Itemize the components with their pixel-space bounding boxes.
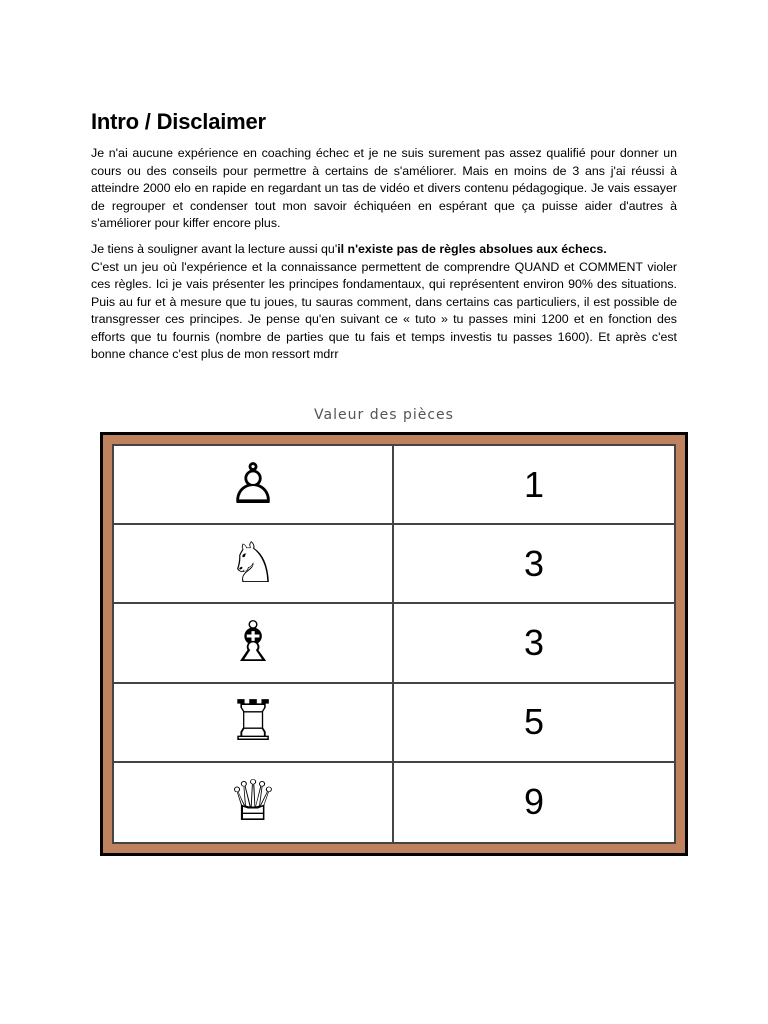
- bishop-value: 3: [523, 621, 545, 663]
- pawn-value: 1: [523, 463, 545, 505]
- piece-cell: [114, 525, 394, 604]
- piece-cell: [114, 684, 394, 763]
- piece-cell: [114, 446, 394, 525]
- knight-icon: ♘: [227, 530, 279, 596]
- disclaimer-first-line: [91, 241, 677, 259]
- rook-value: 5: [523, 701, 545, 743]
- value-cell: [394, 525, 674, 604]
- value-cell: [394, 604, 674, 683]
- piece-cell: [114, 763, 394, 842]
- disclaimer-bold-text: il n'existe pas de règles absolues aux échecs.: [337, 242, 607, 256]
- disclaimer-intro-text: Je tiens à souligner avant la lecture aussi qu': [91, 242, 338, 256]
- bishop-icon: ♗: [227, 609, 279, 675]
- piece-value-table: [112, 444, 676, 844]
- disclaimer-body-text: C'est un jeu où l'expérience et la connaissance permettent de comprendre QUAND et COMMENT violer ces règles. Ici je vais présenter les principes fondamentaux, qui représentent environ 90% des situations. Puis au fur et à mesure que tu joues, tu sauras comment, dans certains cas particuliers, il est possible de transgresser ces principes. Je pense qu'en suivant ce « tuto » tu passes mini 1200 et en fonction des efforts que tu fournis (nombre de parties que tu fais et temps investis tu passes 1600). Et après c'est bonne chance c'est plus de mon ressort mdrr: [91, 259, 677, 361]
- rook-icon: ♖: [227, 689, 279, 755]
- piece-value-table-border: [103, 435, 685, 853]
- value-cell: [394, 446, 674, 525]
- value-cell: [394, 763, 674, 842]
- value-cell: [394, 684, 674, 763]
- disclaimer-paragraph: [91, 241, 677, 364]
- intro-paragraph: Je n'ai aucune expérience en coaching échec et je ne suis surement pas assez qualifié pour donner un cours ou des conseils pour permettre à certains de s'améliorer. Mais en moins de 3 ans j'ai réussi à atteindre 2000 elo en rapide en regardant un tas de vidéo et divers contenu pédagogique. Je vais essayer de regrouper et condenser tout mon savoir échiquéen en espérant que ça puisse aider d'autres à s'améliorer pour kiffer encore plus.: [91, 146, 677, 230]
- page-title: Intro / Disclaimer: [91, 109, 266, 134]
- pawn-icon: ♙: [227, 451, 279, 517]
- piece-value-table-frame: [100, 432, 688, 856]
- queen-value: 9: [523, 781, 545, 823]
- knight-value: 3: [523, 542, 545, 584]
- piece-table-caption: Valeur des pièces: [314, 407, 454, 423]
- queen-icon: ♕: [227, 769, 279, 835]
- piece-cell: [114, 604, 394, 683]
